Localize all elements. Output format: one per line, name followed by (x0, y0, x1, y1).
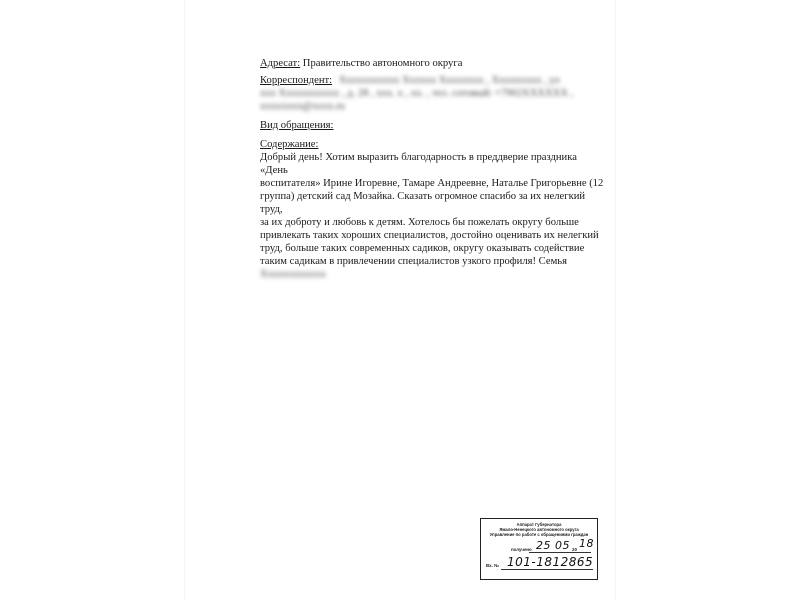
stamp-received-label: получено (511, 547, 532, 552)
correspondent-redacted-line-1: Ххххххххххх Хххххх Хххххххх , Ххххххххх , ул (338, 75, 560, 86)
content-line: таким садикам в привлечении специалистов узкого профиля! Семья (260, 256, 567, 267)
stamp-line-3: Управление по работе с обращениями граждан (489, 532, 589, 537)
registration-stamp (480, 518, 598, 580)
content-line: за их доброту и любовь к детям. Хотелось бы пожелать округу больше (260, 217, 579, 228)
content-line: группа) детский сад Мозайка. Сказать огромное спасибо за их нелегкий труд, (260, 191, 586, 215)
stamp-number-value: 101-1812865 (507, 555, 594, 569)
stamp-line-2: Ямало-Ненецкого автономного округа (499, 527, 579, 532)
content-redacted-tail: Хххххххххххх (260, 269, 326, 280)
content-label: Содержание: (260, 139, 319, 150)
stamp-number-label: Вх. № (486, 563, 499, 568)
content-line: воспитателя» Ирине Игоревне, Тамаре Андреевне, Наталье Григорьевне (12 (260, 178, 604, 189)
stamp-year-prefix: 20 (572, 547, 577, 552)
stamp-received-year: 18 (579, 537, 594, 550)
correspondent-section (260, 74, 605, 87)
content-line: труд, больше таких современных садиков, округу оказывать содействие (260, 243, 585, 254)
correspondent-redacted-line-2: ххх Ххххххххххх , д. 28 , ххх. х , хх. , тел. сотовый: +7902ХХХХХХ , (260, 88, 574, 99)
addressee-line (260, 57, 605, 70)
addressee-value: Правительство автономного округа (302, 58, 463, 69)
stamp-number-underline (501, 569, 593, 570)
correspondent-redacted-line-3: хххххххх@хххх.ru (260, 101, 345, 112)
content-line: привлекать таких хороших специалистов, достойно оценивать их нелегкий (260, 230, 599, 241)
content-line: Добрый день! Хотим выразить благодарность в преддверие праздника «День (260, 152, 577, 176)
stamp-line-1: Аппарат Губернатора (516, 522, 562, 527)
stamp-date-underline (529, 552, 591, 553)
content-body (260, 151, 605, 281)
addressee-label: Адресат: (260, 58, 301, 69)
request-type-line (260, 119, 605, 132)
content-label-line (260, 138, 605, 151)
stamp-received-date: 25 05 (536, 539, 570, 552)
correspondent-label: Корреспондент: (260, 75, 333, 86)
request-type-label: Вид обращения: (260, 120, 334, 131)
